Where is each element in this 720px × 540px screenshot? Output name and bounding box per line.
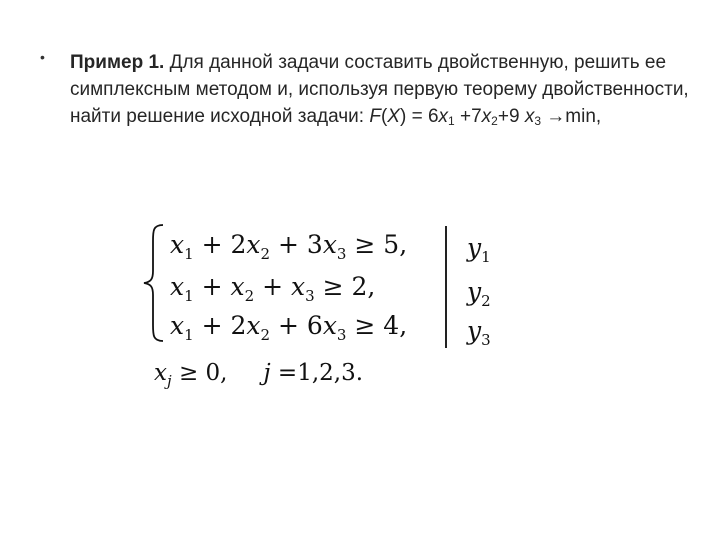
dual-variable-3: $y_3$: [467, 316, 491, 349]
nonnegativity-condition: $x_j \ge 0$, j =1,2,3.: [154, 360, 364, 390]
dual-variable-2: $y_2$: [467, 277, 491, 310]
constraint-3: $x_1 + 2x_2 + 6x_3 \ge 4$,: [170, 311, 408, 344]
objective-function: $F(X) = 6x_1 +7x_2+9$ $x_3 \to\min$,: [369, 106, 602, 128]
task-text: Для данной задачи составить двойственную, решить ее симплексным методом и, используя первую теорему двойственности, найти решение исходной задачи:: [70, 52, 689, 127]
constraint-2: $x_1 + x_2 + x_3 \ge 2$,: [170, 272, 376, 305]
dual-separator: [445, 226, 447, 348]
system-brace: [141, 223, 167, 343]
example-heading: Пример 1.: [70, 52, 165, 73]
task-statement: [70, 49, 690, 130]
constraint-1: $x_1 + 2x_2 + 3x_3 \ge 5$,: [170, 230, 408, 263]
bullet-point: •: [40, 49, 45, 65]
dual-variable-1: $y_1$: [467, 233, 491, 266]
